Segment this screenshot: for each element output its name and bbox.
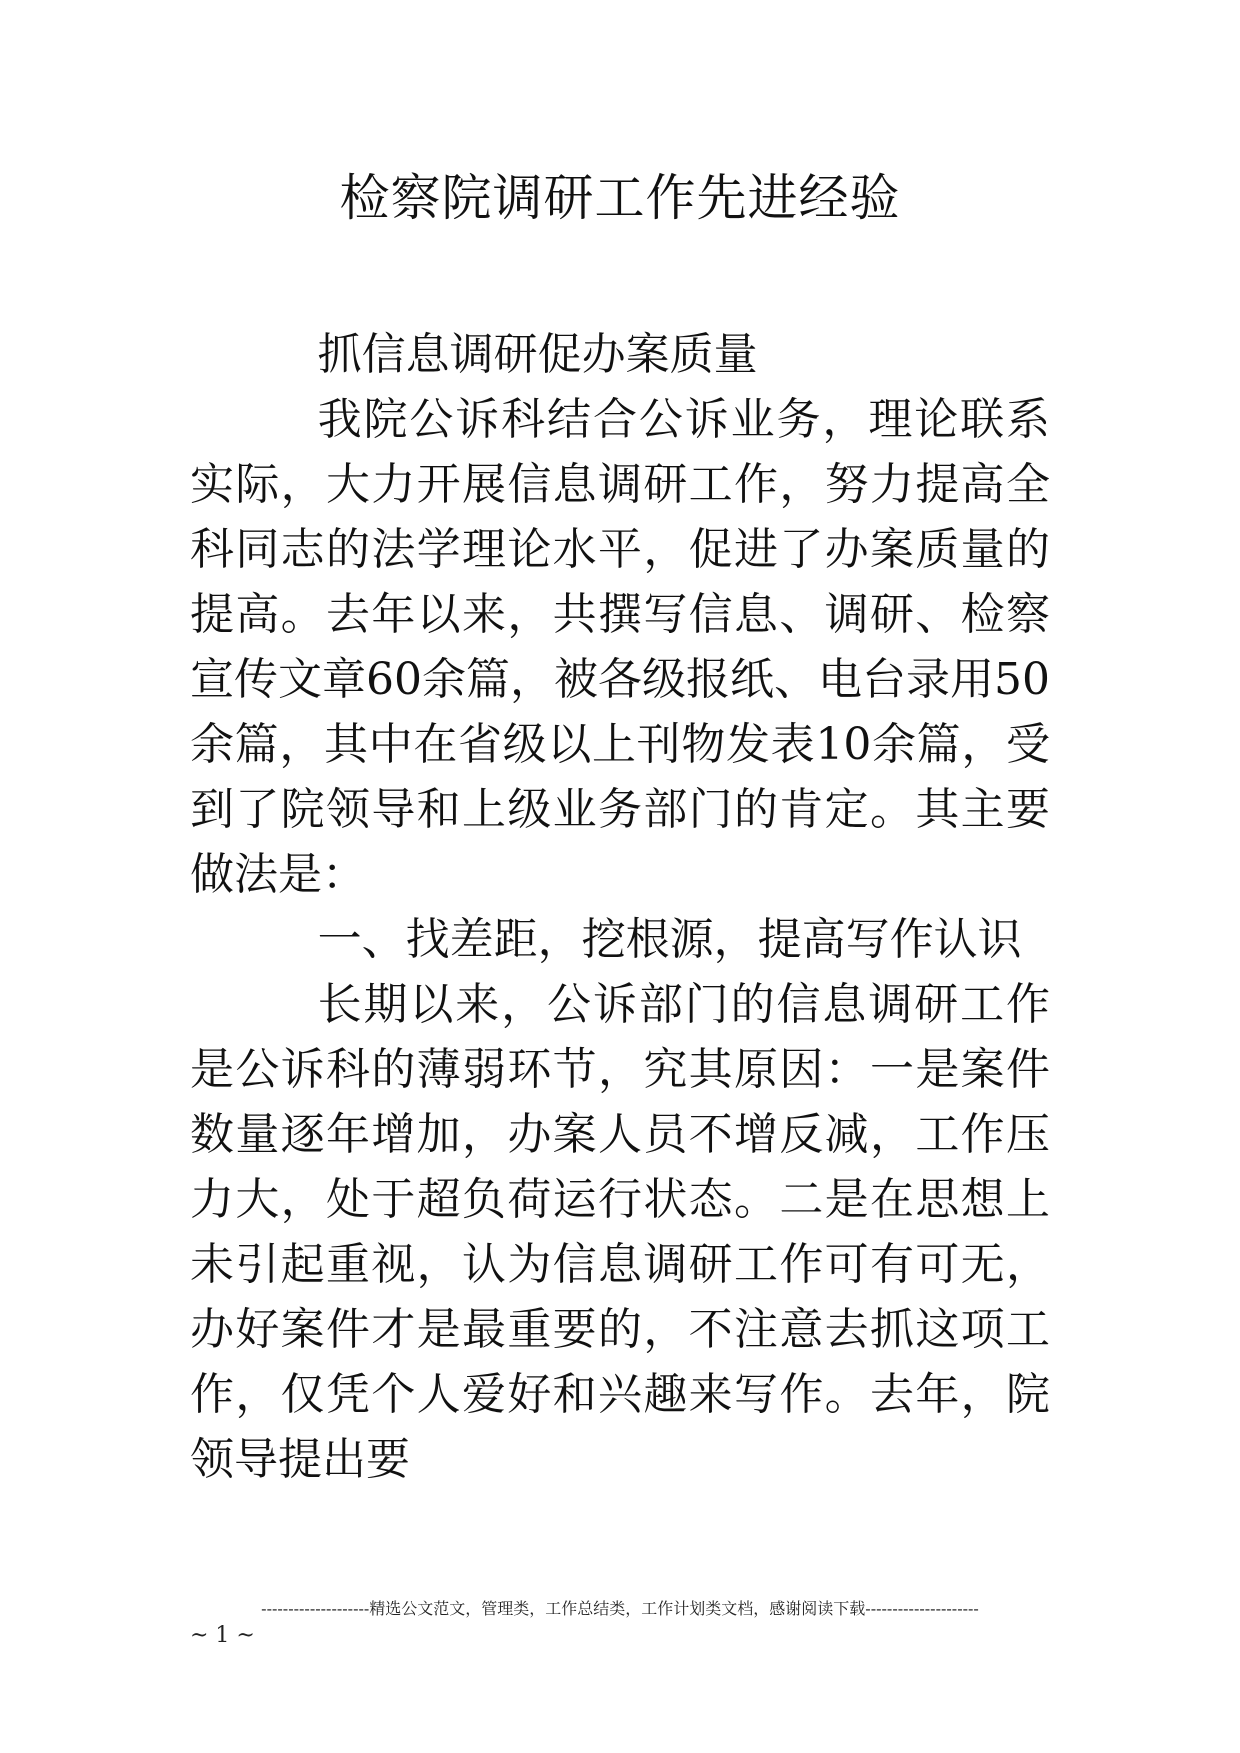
section-one-heading: 一、找差距，挖根源，提高写作认识 [317,914,1022,965]
document-body [190,322,1050,1492]
document-title: 检察院调研工作先进经验 [339,169,901,227]
intro-paragraph: 我院公诉科结合公诉业务，理论联系实际，大力开展信息调研工作，努力提高全科同志的法学理论水平，促进了办案质量的提高。去年以来，共撰写信息、调研、检察宣传文章60余篇，被各级报纸、电台录用50余篇，其中在省级以上刊物发表10余篇，受到了院领导和上级业务部门的肯定。其主要做法是： [190,394,1050,900]
footer-text: --------------------精选公文范文，管理类，工作总结类，工作计划类文档，感谢阅读下载--------------------- [261,1599,979,1618]
section-one-paragraph: 长期以来，公诉部门的信息调研工作是公诉科的薄弱环节，究其原因：一是案件数量逐年增加，办案人员不增反减，工作压力大，处于超负荷运行状态。二是在思想上未引起重视，认为信息调研工作可有可无，办好案件才是最重要的，不注意去抓这项工作，仅凭个人爱好和兴趣来写作。去年，院领导提出要 [190,979,1050,1485]
page-number: ~ 1 ~ [190,1623,255,1648]
section-heading-paragraph: 抓信息调研促办案质量 [317,329,758,380]
